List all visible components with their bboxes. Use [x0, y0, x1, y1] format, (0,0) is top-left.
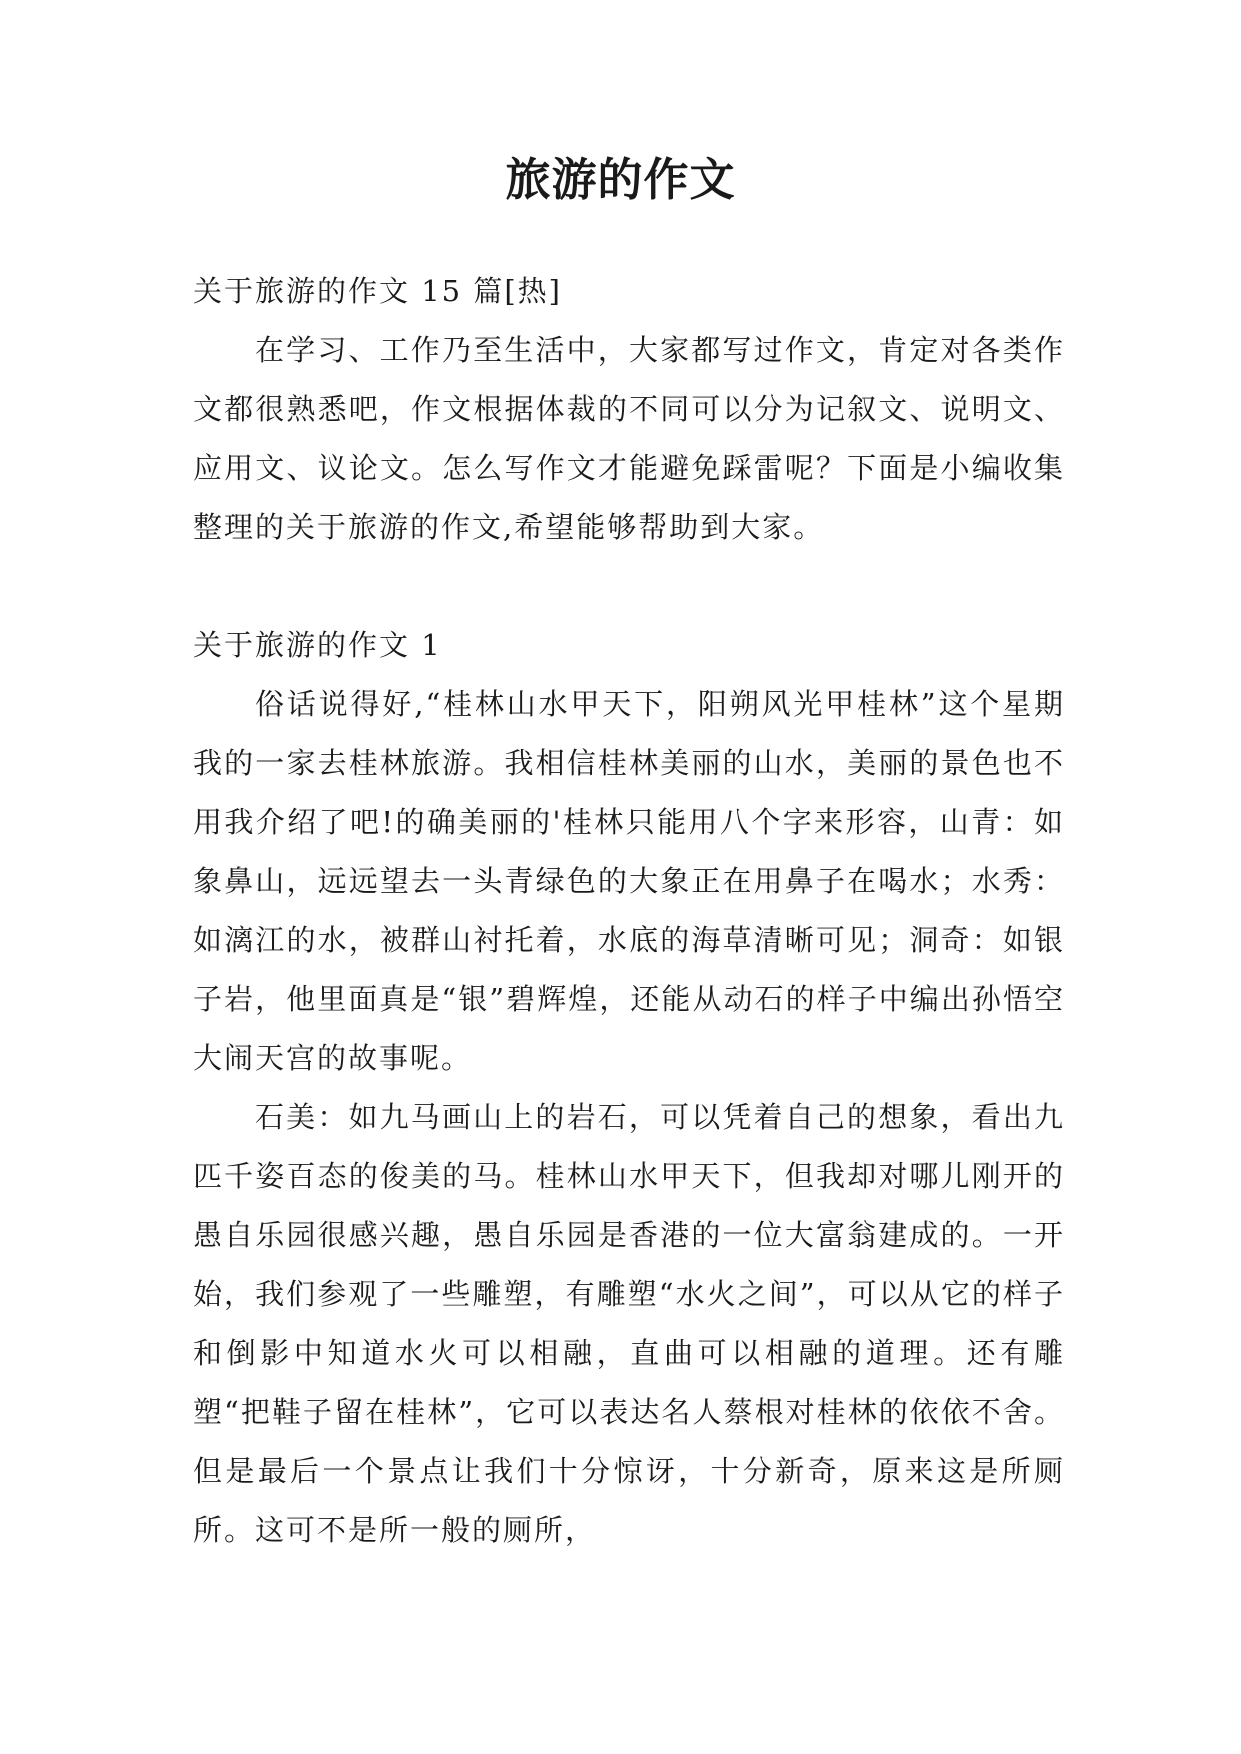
- intro-heading: 关于旅游的作文 15 篇[热]: [193, 274, 562, 308]
- intro-paragraph: 在学习、工作乃至生活中，大家都写过作文，肯定对各类作文都很熟悉吧，作文根据体裁的不同可以分为记叙文、说明文、应用文、议论文。怎么写作文才能避免踩雷呢？下面是小编收集整理的关于旅游的作文,希望能够帮助到大家。: [193, 333, 1065, 544]
- section-heading: 关于旅游的作文 1: [193, 628, 442, 662]
- section-paragraph: 俗话说得好,“桂林山水甲天下，阳朔风光甲桂林”这个星期我的一家去桂林旅游。我相信桂林美丽的山水，美丽的景色也不用我介绍了吧!的确美丽的'桂林只能用八个字来形容，山青：如象鼻山，远远望去一头青绿色的大象正在用鼻子在喝水；水秀：如漓江的水，被群山衬托着，水底的海草清晰可见；洞奇：如银子岩，他里面真是“银”碧辉煌，还能从动石的样子中编出孙悟空大闹天宫的故事呢。: [193, 687, 1065, 1075]
- section-paragraph: 石美：如九马画山上的岩石，可以凭着自己的想象，看出九匹千姿百态的俊美的马。桂林山水甲天下，但我却对哪儿刚开的愚自乐园很感兴趣，愚自乐园是香港的一位大富翁建成的。一开始，我们参观了一些雕塑，有雕塑“水火之间”，可以从它的样子和倒影中知道水火可以相融，直曲可以相融的道理。还有雕塑“把鞋子留在桂林”，它可以表达名人蔡根对桂林的依依不舍。但是最后一个景点让我们十分惊讶，十分新奇，原来这是所厕所。这可不是所一般的厕所，: [193, 1100, 1065, 1547]
- document-title: 旅游的作文: [505, 153, 736, 206]
- document-body: [193, 262, 1065, 1560]
- section-spacer: [193, 557, 1065, 616]
